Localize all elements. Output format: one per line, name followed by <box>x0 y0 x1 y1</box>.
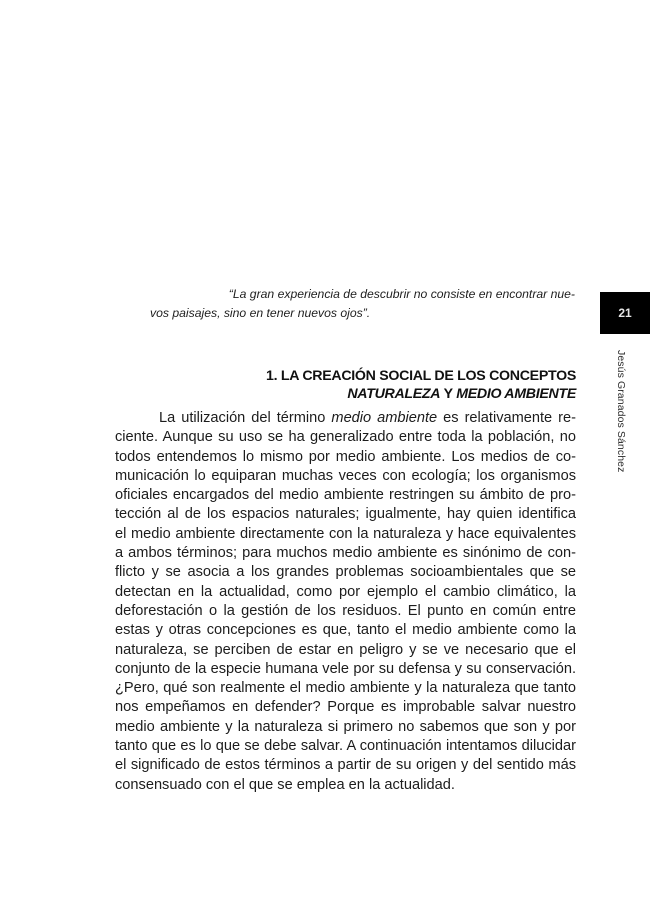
section-heading <box>200 367 576 403</box>
body-line: el significado de estos términos a partir de su origen y del sentido más <box>115 757 576 774</box>
body-emphasis: medio ambiente <box>331 410 438 426</box>
body-line: a ambos términos; para muchos medio ambiente es sinónimo de con- <box>115 545 576 562</box>
epigraph-line-1: “La gran experiencia de descubrir no consiste en encontrar nue- <box>228 287 575 301</box>
body-line: medio ambiente y la naturaleza si primero no sabemos que son y por <box>115 718 576 735</box>
body-line <box>115 409 576 428</box>
body-text: es relativamente re- <box>437 410 577 426</box>
section-title-line-2 <box>200 385 576 403</box>
epigraph-line-2: vos paisajes, sino en tener nuevos ojos”. <box>150 306 371 320</box>
section-title-line-1: 1. LA CREACIÓN SOCIAL DE LOS CONCEPTOS <box>266 368 576 384</box>
body-line: tección al de los espacios naturales; igualmente, hay quien identifica <box>115 506 576 523</box>
body-text: La utilización del término <box>159 410 332 426</box>
author-name: Jesús Granados Sánchez <box>615 350 627 473</box>
body-line: oficiales encargados del medio ambiente restringen su ámbito de pro- <box>115 487 576 504</box>
body-line: deforestación o la gestión de los residuos. El punto en común entre <box>115 602 576 619</box>
body-line: ciente. Aunque su uso se ha generalizado entre toda la población, no <box>115 429 576 446</box>
body-line: municación lo equiparan muchas veces con ecología; los organismos <box>115 467 576 484</box>
body-line: el medio ambiente directamente con la naturaleza y hace equivalentes <box>115 525 576 542</box>
page-number: 21 <box>618 306 632 320</box>
body-line: flicto y se asocia a los grandes problemas socioambientales que se <box>115 564 576 581</box>
section-title-conjunction: Y <box>440 386 457 402</box>
body-line: todos entendemos lo mismo por medio ambiente. Los medios de co- <box>115 448 576 465</box>
body-line: estas y otras concepciones es que, tanto el medio ambiente como la <box>115 622 576 639</box>
body-paragraph <box>115 409 576 795</box>
body-line: detectan en la actualidad, como por ejemplo el cambio climático, la <box>115 583 576 600</box>
section-title-term-naturaleza: NATURALEZA <box>347 386 441 402</box>
section-title-term-medio-ambiente: MEDIO AMBIENTE <box>456 386 576 402</box>
epigraph-quote <box>150 285 575 323</box>
body-line: conjunto de la especie humana vele por su defensa y su conservación. <box>115 660 576 677</box>
body-line: consensuado con el que se emplea en la actualidad. <box>115 776 455 793</box>
running-head <box>612 350 632 480</box>
page-number-tab <box>600 292 650 334</box>
body-line: naturaleza, se perciben de estar en peligro y se ve necesario que el <box>115 641 576 658</box>
body-line: nos empeñamos en defender? Porque es improbable salvar nuestro <box>115 699 576 716</box>
body-line: tanto que es lo que se debe salvar. A continuación intentamos dilucidar <box>115 738 576 755</box>
body-line: ¿Pero, qué son realmente el medio ambiente y la naturaleza que tanto <box>115 680 576 697</box>
